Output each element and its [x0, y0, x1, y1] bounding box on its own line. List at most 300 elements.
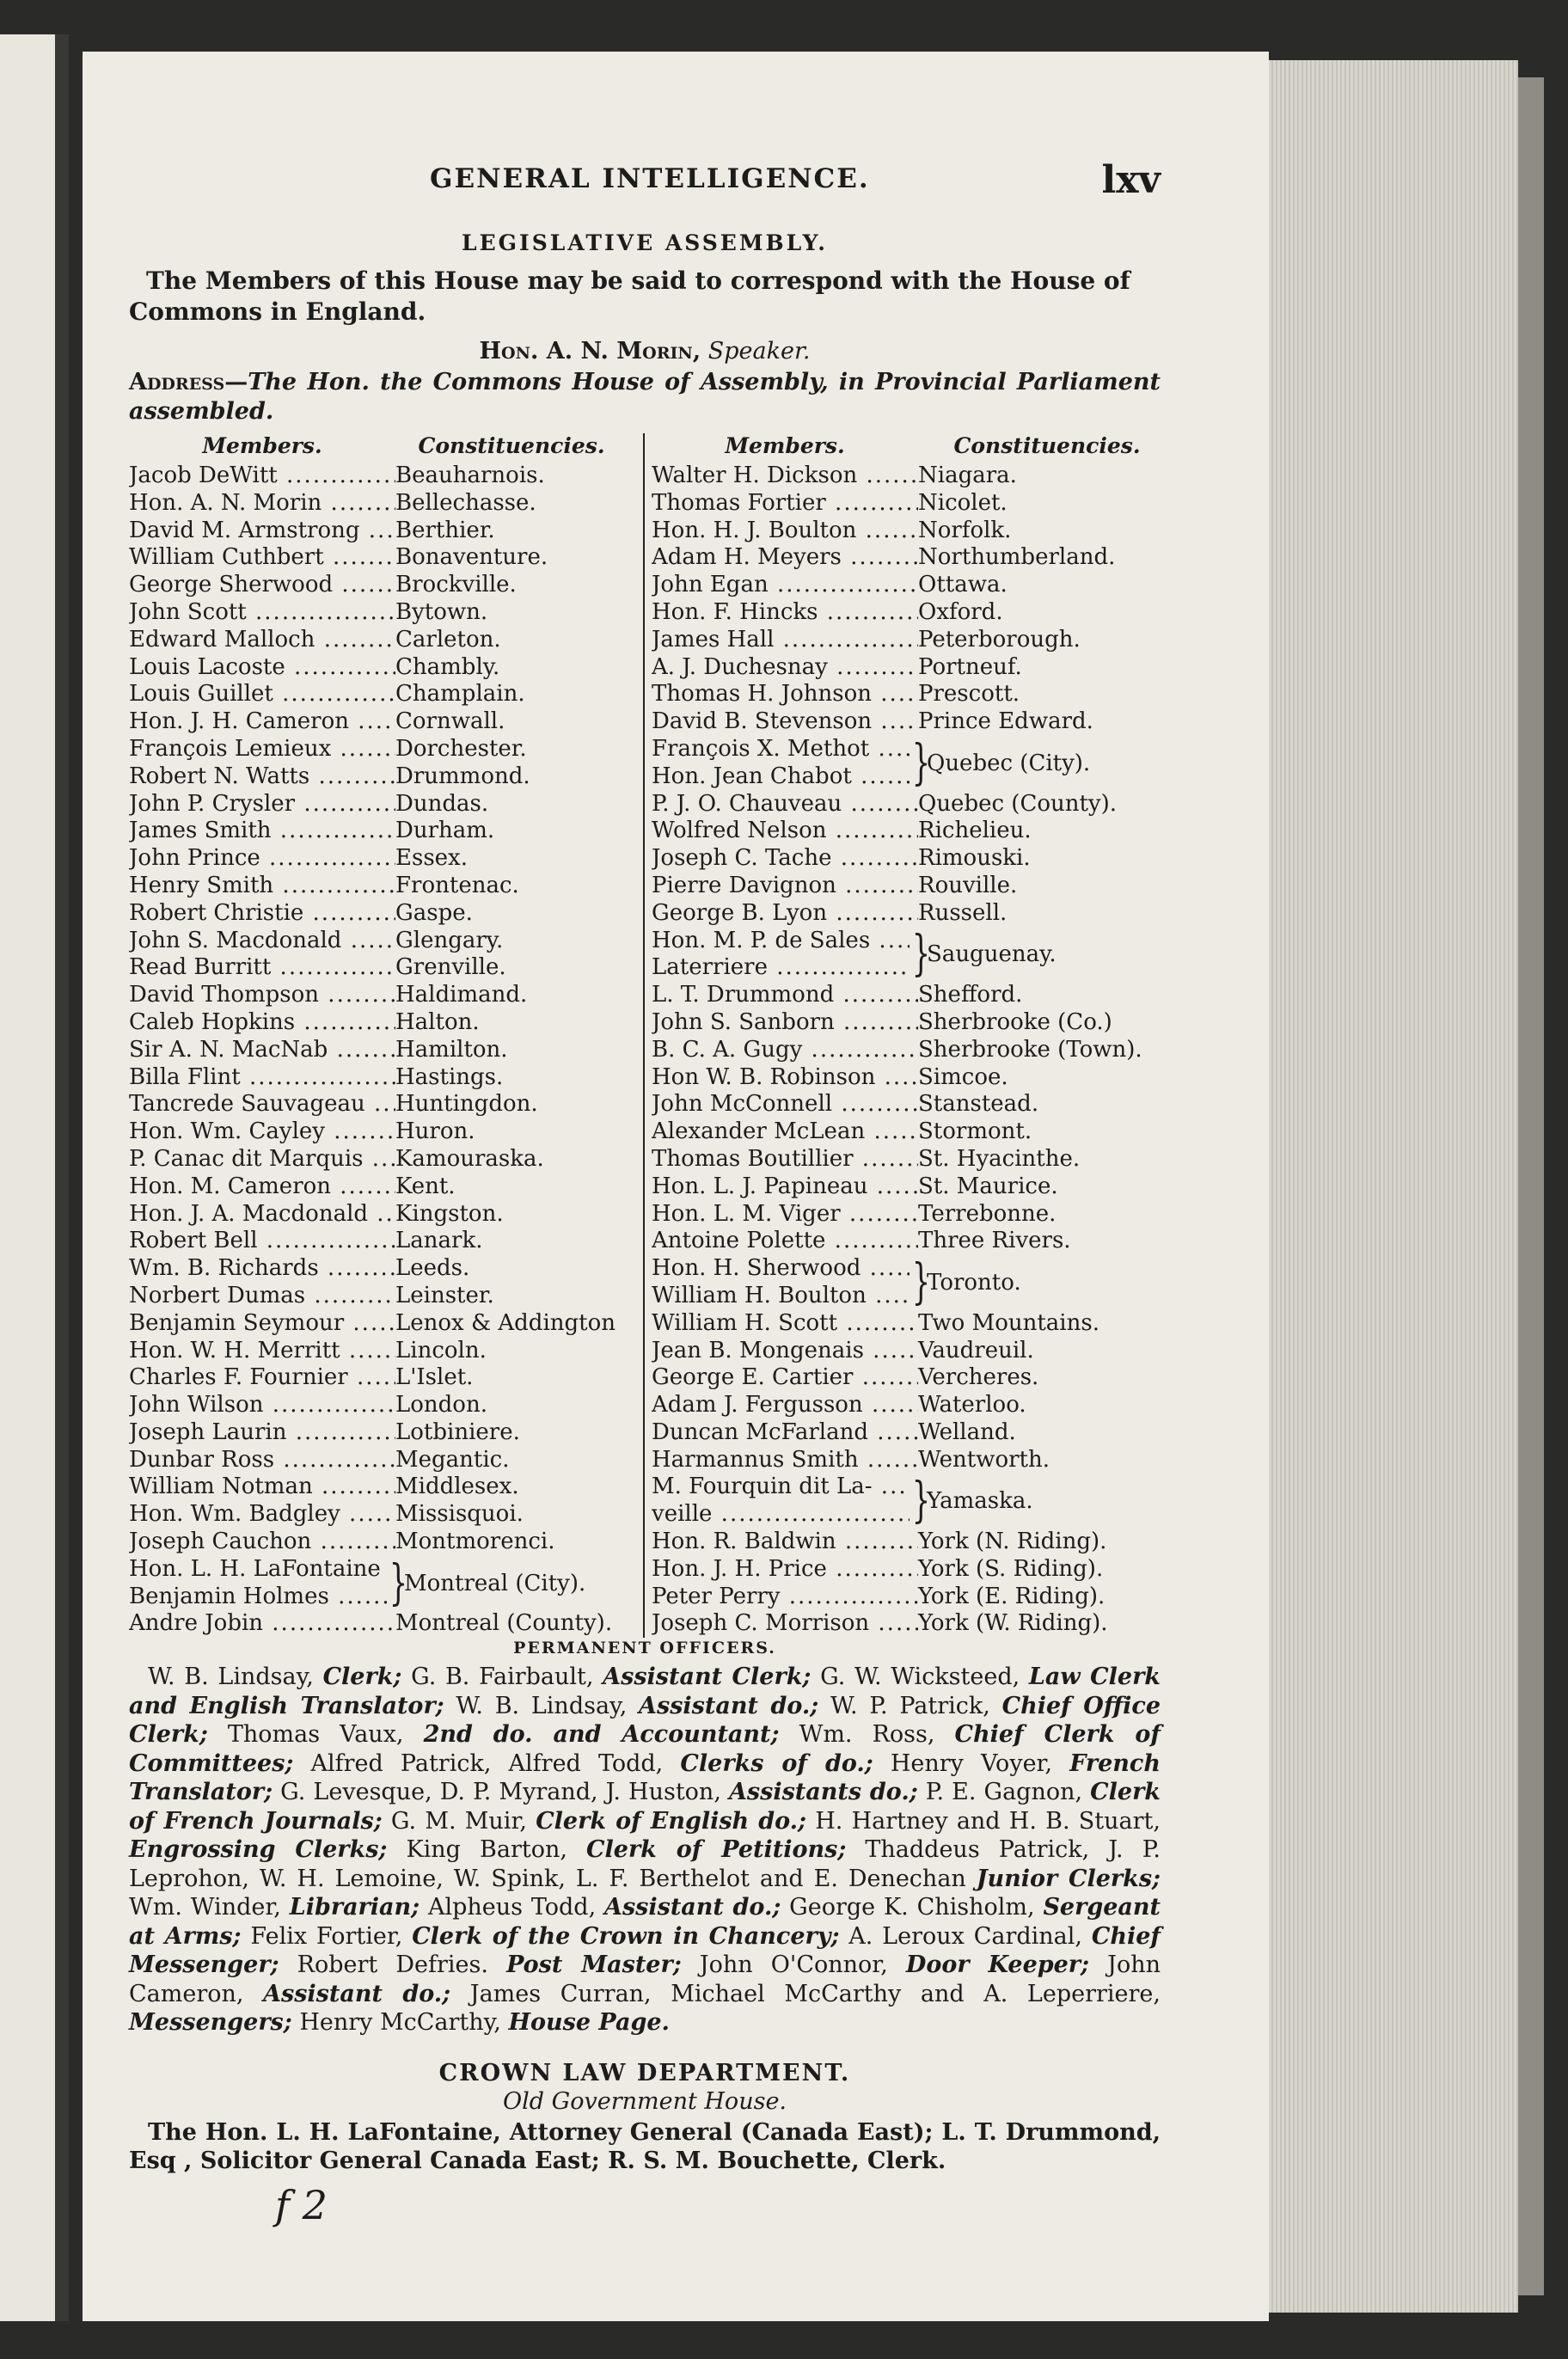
constituency-name: Missisquoi. — [395, 1501, 524, 1528]
table-row — [652, 599, 1176, 627]
member-name: Hon. Jean Chabot ..... — [652, 763, 910, 791]
table-row — [652, 1118, 1176, 1146]
officer-name: John O'Connor, — [681, 1952, 906, 1978]
constituency-name: Sherbrooke (Co.) — [918, 1008, 1112, 1035]
table-row — [129, 1310, 628, 1338]
member-name: Hon. A. N. Morin ..... — [129, 490, 395, 518]
office-title: Clerk of English do.; — [536, 1807, 806, 1835]
table-row — [129, 1091, 628, 1118]
member-name: William H. Boulton ..... — [652, 1283, 910, 1310]
officer-name: G. M. Muir, — [382, 1807, 536, 1835]
member-name: Duncan McFarland ..... — [652, 1419, 918, 1447]
officer-name: H. Hartney and H. B. Stuart, — [806, 1807, 1161, 1835]
officer-name: A. Leroux Cardinal, — [839, 1922, 1092, 1950]
table-row — [129, 1228, 628, 1255]
constituency-name: Kingston. — [395, 1200, 504, 1227]
table-row — [129, 763, 628, 791]
member-name: Louis Guillet ..... — [129, 681, 395, 708]
officer-name: Thaddeus Patrick, J. P. Leprohon, W. H. Lemoine, W. Spink, L. F. Berthelot and E. Denechan — [129, 1836, 1161, 1892]
office-title: Clerk of Petitions; — [586, 1836, 847, 1863]
table-row — [129, 490, 628, 518]
member-name: James Smith ..... — [129, 818, 395, 845]
page-content — [129, 158, 1161, 2228]
book-cover-edge — [1518, 77, 1544, 2295]
member-name: John Scott ..... — [129, 599, 395, 627]
table-row — [129, 708, 628, 736]
constituency-name: St. Hyacinthe. — [918, 1145, 1081, 1172]
member-name: Thomas H. Johnson ..... — [652, 681, 918, 708]
constituency-name: Glengary. — [395, 927, 504, 953]
table-row — [652, 1392, 1176, 1419]
constituency-name: Yamaska. — [927, 1488, 1033, 1515]
section-title: LEGISLATIVE ASSEMBLY. — [462, 230, 828, 255]
table-row — [652, 463, 1176, 490]
constituency-name: Leinster. — [395, 1282, 494, 1308]
brace: } — [389, 1554, 408, 1611]
table-row — [129, 791, 628, 818]
table-row — [129, 1338, 628, 1365]
member-name: David B. Stevenson ..... — [652, 708, 918, 736]
member-name: Hon. R. Baldwin ..... — [652, 1529, 918, 1556]
constituency-name: Oxford. — [918, 598, 1003, 625]
member-name: Robert Bell ..... — [129, 1228, 395, 1255]
office-title: Engrossing Clerks; — [129, 1836, 388, 1863]
member-name: Sir A. N. MacNab ..... — [129, 1037, 395, 1064]
member-name: François X. Methot ..... — [652, 736, 910, 763]
officer-name: George K. Chisholm, — [781, 1894, 1044, 1921]
member-name: David Thompson ..... — [129, 982, 395, 1009]
table-row — [652, 1364, 1176, 1392]
table-row — [129, 1037, 628, 1064]
constituency-name: Russell. — [918, 899, 1008, 926]
table-row — [129, 518, 628, 545]
table-row — [652, 572, 1176, 599]
table-row — [652, 845, 1176, 873]
constituency-name: Grenville. — [395, 954, 506, 981]
constituency-name: Waterloo. — [918, 1392, 1026, 1418]
constituency-name: Prince Edward. — [918, 708, 1093, 735]
member-name: Peter Perry ..... — [652, 1584, 918, 1611]
constituency-name: Hastings. — [395, 1063, 504, 1090]
constituency-name: Gaspe. — [395, 899, 473, 926]
table-row-group — [652, 1474, 1176, 1529]
member-name: Edward Malloch ..... — [129, 627, 395, 654]
member-name: Robert N. Watts ..... — [129, 763, 395, 791]
brace: } — [911, 926, 931, 983]
table-row — [652, 1338, 1176, 1365]
member-name: Jacob DeWitt ..... — [129, 463, 395, 490]
member-name: Laterriere ..... — [652, 954, 910, 982]
member-name: Hon. H. J. Boulton ..... — [652, 518, 918, 545]
department-subtitle: Old Government House. — [503, 2087, 787, 2115]
constituency-name: London. — [395, 1392, 487, 1418]
office-title: House Page. — [508, 2009, 670, 2036]
constituency-name: Dorchester. — [395, 735, 527, 762]
member-name: Benjamin Seymour ..... — [129, 1310, 395, 1338]
table-row — [129, 627, 628, 654]
constituency-name: Montmorenci. — [395, 1529, 555, 1555]
member-name: Hon. Wm. Cayley ..... — [129, 1118, 395, 1146]
constituency-name: Nicolet. — [918, 489, 1008, 516]
constituency-name: St. Maurice. — [918, 1173, 1058, 1199]
member-name: M. Fourquin dit La- ..... — [652, 1474, 910, 1501]
constituency-name: Sherbrooke (Town). — [918, 1036, 1142, 1063]
speaker-name: Hon. A. N. Morin, — [479, 338, 701, 365]
member-name: John McConnell ..... — [652, 1091, 918, 1118]
constituency-name: Lenox & Addington — [395, 1309, 616, 1336]
constituency-name: Montreal (County). — [395, 1610, 613, 1637]
department-title: CROWN LAW DEPARTMENT. — [438, 2059, 851, 2086]
member-name: Joseph Cauchon ..... — [129, 1529, 395, 1556]
member-name: Hon. M. P. de Sales ..... — [652, 928, 910, 955]
office-title: Chief Messenger; — [129, 1922, 1161, 1978]
constituency-name: York (S. Riding). — [918, 1555, 1104, 1582]
permanent-officers-text — [129, 1663, 1161, 2037]
officer-name: Robert Defries. — [279, 1952, 507, 1978]
member-name: John Wilson ..... — [129, 1392, 395, 1419]
table-row — [652, 982, 1176, 1009]
constituency-name: Sauguenay. — [927, 941, 1057, 968]
constituency-name: Cornwall. — [395, 708, 505, 735]
officer-name: Thomas Vaux, — [207, 1721, 424, 1748]
constituency-name: Three Rivers. — [918, 1228, 1071, 1254]
table-row — [652, 1501, 910, 1529]
table-row — [129, 1009, 628, 1037]
constituency-name: Dundas. — [395, 790, 489, 817]
member-name: William H. Scott ..... — [652, 1310, 918, 1338]
member-name: Hon. H. Sherwood ..... — [652, 1255, 910, 1283]
constituency-name: Bytown. — [395, 598, 488, 625]
constituency-name: Stormont. — [918, 1118, 1032, 1145]
table-row-group — [652, 736, 1176, 791]
member-name: Wm. B. Richards ..... — [129, 1255, 395, 1283]
officer-name: Henry McCarthy, — [291, 2009, 509, 2036]
constituencies-header: Constituencies. — [418, 433, 605, 458]
table-row — [652, 1529, 1176, 1556]
office-title: Assistant do.; — [639, 1692, 819, 1719]
constituency-name: York (W. Riding). — [918, 1610, 1108, 1637]
officer-name: James Curran, Michael McCarthy and A. Leperriere, — [450, 1980, 1161, 2007]
constituency-name: Rouville. — [918, 872, 1018, 898]
office-title: Clerk of French Journals; — [129, 1779, 1161, 1835]
constituency-name: Terrebonne. — [918, 1200, 1057, 1227]
constituency-name: Wentworth. — [918, 1446, 1050, 1473]
column-header — [652, 433, 1176, 463]
table-row — [129, 982, 628, 1009]
member-name: William Cuthbert ..... — [129, 544, 395, 572]
table-row — [652, 1146, 1176, 1173]
address-lead: Address— — [129, 369, 248, 395]
constituency-name: Beauharnois. — [395, 463, 545, 488]
brace: } — [911, 1253, 931, 1310]
officer-name: Felix Fortier, — [241, 1922, 413, 1950]
table-row-group — [652, 1255, 1176, 1310]
member-name: John Egan ..... — [652, 572, 918, 599]
constituency-name: L'Islet. — [395, 1364, 474, 1391]
constituency-name: Welland. — [918, 1418, 1016, 1445]
constituency-name: Halton. — [395, 1008, 480, 1035]
member-name: John S. Macdonald ..... — [129, 928, 395, 955]
member-name: Norbert Dumas ..... — [129, 1283, 395, 1310]
table-row — [129, 1364, 628, 1392]
table-row — [129, 1173, 628, 1201]
office-title: Door Keeper; — [905, 1952, 1089, 1978]
table-row — [129, 736, 628, 763]
member-name: James Hall ..... — [652, 627, 918, 654]
table-row — [652, 654, 1176, 682]
constituency-name: Hamilton. — [395, 1036, 508, 1063]
table-row — [129, 1146, 628, 1173]
member-name: Antoine Polette ..... — [652, 1228, 918, 1255]
table-row — [652, 1009, 1176, 1037]
constituency-name: Stanstead. — [918, 1091, 1039, 1118]
constituency-name: Shefford. — [918, 982, 1023, 1008]
table-row — [129, 1392, 628, 1419]
member-name: William Notman ..... — [129, 1474, 395, 1501]
office-title: Clerk of the Crown in Chancery; — [412, 1922, 840, 1950]
constituency-name: Lanark. — [395, 1228, 483, 1254]
constituency-name: Champlain. — [395, 681, 525, 708]
permanent-officers-title: PERMANENT OFFICERS. — [513, 1639, 776, 1657]
constituency-name: Lotbiniere. — [395, 1418, 520, 1445]
table-row-group — [129, 1556, 628, 1611]
member-name: Caleb Hopkins ..... — [129, 1009, 395, 1037]
constituency-name: Prescott. — [918, 681, 1020, 708]
constituency-name: Chambly. — [395, 653, 500, 680]
constituency-name: Essex. — [395, 845, 468, 872]
table-row — [129, 544, 628, 572]
member-name: B. C. A. Gugy ..... — [652, 1037, 918, 1064]
member-name: Adam J. Fergusson ..... — [652, 1392, 918, 1419]
office-title: French Translator; — [129, 1749, 1161, 1805]
constituency-name: York (N. Riding). — [918, 1529, 1107, 1555]
officer-name: G. B. Fairbault, — [401, 1664, 603, 1690]
constituency-name: Frontenac. — [395, 872, 519, 898]
signature-mark: f 2 — [275, 2181, 328, 2228]
member-name: Thomas Boutillier ..... — [652, 1146, 918, 1173]
office-title: Assistant do.; — [263, 1980, 451, 2007]
table-row — [129, 1255, 628, 1283]
officer-name: W. B. Lindsay, — [148, 1664, 323, 1690]
constituency-name: Northumberland. — [918, 544, 1116, 571]
constituency-name: Quebec (City). — [927, 750, 1091, 776]
officer-name: W. P. Patrick, — [818, 1692, 1002, 1719]
constituency-name: Huntingdon. — [395, 1091, 538, 1118]
office-title: Librarian; — [289, 1894, 420, 1921]
table-row — [652, 818, 1176, 845]
table-row-group — [652, 928, 1176, 983]
constituency-name: Haldimand. — [395, 982, 528, 1008]
member-name: Hon W. B. Robinson ..... — [652, 1064, 918, 1092]
member-name: Louis Lacoste ..... — [129, 654, 395, 682]
member-name: David M. Armstrong ..... — [129, 518, 395, 545]
member-name: Jean B. Mongenais ..... — [652, 1338, 918, 1365]
members-column-left — [129, 433, 628, 1638]
office-title: Chief Clerk of Committees; — [129, 1721, 1161, 1777]
constituency-name: Lincoln. — [395, 1337, 487, 1363]
constituency-name: York (E. Riding). — [918, 1583, 1106, 1609]
constituency-name: Kamouraska. — [395, 1145, 544, 1172]
table-row — [652, 1283, 910, 1310]
member-name: A. J. Duchesnay ..... — [652, 654, 918, 682]
officer-name: G. Levesque, D. P. Myrand, J. Huston, — [273, 1779, 729, 1805]
member-name: Wolfred Nelson ..... — [652, 818, 918, 845]
office-title: Sergeant at Arms; — [129, 1894, 1161, 1950]
constituency-name: Durham. — [395, 818, 495, 844]
constituency-name: Toronto. — [927, 1269, 1021, 1296]
member-name: George E. Cartier ..... — [652, 1364, 918, 1392]
table-row — [129, 681, 628, 708]
table-row — [652, 1447, 1176, 1474]
member-name: John S. Sanborn ..... — [652, 1009, 918, 1037]
constituency-name: Portneuf. — [918, 653, 1022, 680]
table-row — [652, 1228, 1176, 1255]
member-name: Joseph C. Morrison ..... — [652, 1610, 918, 1638]
members-column-right — [643, 433, 1176, 1638]
office-title: 2nd do. and Accountant; — [423, 1721, 780, 1748]
constituency-name: Drummond. — [395, 763, 530, 789]
member-name: Read Burritt ..... — [129, 954, 395, 982]
table-row — [129, 1201, 628, 1229]
table-row — [652, 518, 1176, 545]
member-name: Dunbar Ross ..... — [129, 1447, 395, 1474]
table-row — [129, 1447, 628, 1474]
running-title: GENERAL INTELLIGENCE. — [430, 163, 870, 194]
officer-name: John Cameron, — [129, 1952, 1161, 2007]
office-title: Clerk; — [322, 1664, 402, 1690]
office-title: Junior Clerks; — [976, 1865, 1161, 1892]
members-header: Members. — [202, 433, 322, 458]
table-row — [652, 1419, 1176, 1447]
member-name: John P. Crysler ..... — [129, 791, 395, 818]
intro-paragraph: The Members of this House may be said to correspond with the House of Commons in England. — [129, 267, 1130, 326]
member-name: George B. Lyon ..... — [652, 900, 918, 928]
member-name: Hon. L. J. Papineau ..... — [652, 1173, 918, 1201]
officer-name: P. E. Gagnon, — [917, 1779, 1091, 1805]
table-row — [652, 1037, 1176, 1064]
constituency-name: Richelieu. — [918, 818, 1032, 844]
constituency-name: Simcoe. — [918, 1063, 1008, 1090]
member-name: P. J. O. Chauveau ..... — [652, 791, 918, 818]
table-row — [652, 791, 1176, 818]
constituency-name: Bonaventure. — [395, 544, 548, 571]
table-row — [129, 1474, 628, 1501]
table-row — [129, 1529, 628, 1556]
member-name: John Prince ..... — [129, 845, 395, 873]
constituency-name: Kent. — [395, 1173, 456, 1199]
member-name: Andre Jobin ..... — [129, 1610, 395, 1638]
table-row — [652, 544, 1176, 572]
member-name: Alexander McLean ..... — [652, 1118, 918, 1146]
member-name: Benjamin Holmes ..... — [129, 1584, 387, 1611]
constituency-name: Norfolk. — [918, 517, 1012, 543]
officer-name: Henry Voyer, — [873, 1749, 1070, 1777]
table-row — [652, 763, 910, 791]
member-name: Hon. J. A. Macdonald ..... — [129, 1201, 395, 1229]
table-row — [652, 873, 1176, 900]
table-row — [129, 845, 628, 873]
table-row — [129, 1419, 628, 1447]
table-row — [129, 572, 628, 599]
brace: } — [911, 734, 931, 791]
table-row — [652, 627, 1176, 654]
member-name: Pierre Davignon ..... — [652, 873, 918, 900]
office-title: Assistant do.; — [604, 1894, 781, 1921]
constituency-name: Leeds. — [395, 1255, 470, 1282]
member-name: François Lemieux ..... — [129, 736, 395, 763]
table-row — [652, 1255, 910, 1283]
member-name: Hon. J. H. Cameron ..... — [129, 708, 395, 736]
constituency-name: Middlesex. — [395, 1474, 519, 1500]
column-header — [129, 433, 628, 463]
table-row — [129, 1064, 628, 1092]
department-text: The Hon. L. H. LaFontaine, Attorney General (Canada East); L. T. Drummond, Esq , Solicitor General Canada East; R. S. M. Bouchette, Clerk. — [129, 2118, 1161, 2174]
table-row — [129, 900, 628, 928]
constituency-name: Carleton. — [395, 626, 501, 653]
table-row — [129, 1118, 628, 1146]
constituency-name: Niagara. — [918, 463, 1017, 488]
table-row — [129, 654, 628, 682]
constituency-name: Vaudreuil. — [918, 1337, 1034, 1363]
book-gutter — [55, 34, 69, 2321]
table-row — [652, 708, 1176, 736]
table-row — [129, 928, 628, 955]
table-row — [652, 736, 910, 763]
table-row — [652, 954, 910, 982]
officer-name: G. W. Wicksteed, — [811, 1664, 1029, 1690]
member-name: Tancrede Sauvageau ..... — [129, 1091, 395, 1118]
member-name: Hon. L. M. Viger ..... — [652, 1201, 918, 1229]
table-row — [129, 954, 628, 982]
table-row — [129, 1584, 387, 1611]
office-title: Post Master; — [506, 1952, 682, 1978]
table-row — [652, 1064, 1176, 1092]
office-title: Chief Office Clerk; — [129, 1692, 1161, 1748]
table-row — [652, 1610, 1176, 1638]
table-row — [129, 1501, 628, 1529]
constituency-name: Ottawa. — [918, 572, 1008, 598]
member-name: Hon. F. Hincks ..... — [652, 599, 918, 627]
table-row — [129, 1610, 628, 1638]
office-title: Assistant Clerk; — [603, 1664, 812, 1690]
table-row — [652, 490, 1176, 518]
office-title: Messengers; — [129, 2009, 292, 2036]
constituencies-header: Constituencies. — [953, 433, 1141, 458]
member-name: Billa Flint ..... — [129, 1064, 395, 1092]
table-row — [129, 873, 628, 900]
constituency-name: Megantic. — [395, 1446, 510, 1473]
constituency-name: Bellechasse. — [395, 489, 536, 516]
member-name: Walter H. Dickson ..... — [652, 463, 918, 490]
speaker-role: Speaker. — [707, 338, 811, 365]
table-row — [652, 1201, 1176, 1229]
member-name: Hon. Wm. Badgley ..... — [129, 1501, 395, 1529]
member-name: Adam H. Meyers ..... — [652, 544, 918, 572]
member-name: Thomas Fortier ..... — [652, 490, 918, 518]
constituency-name: Berthier. — [395, 517, 495, 543]
page-number: lxv — [1101, 158, 1161, 202]
table-row — [652, 928, 910, 955]
constituency-name: Vercheres. — [918, 1364, 1039, 1391]
member-name: L. T. Drummond ..... — [652, 982, 918, 1009]
members-header: Members. — [725, 433, 845, 458]
table-row — [652, 1474, 910, 1501]
officer-name: Wm. Ross, — [779, 1721, 955, 1748]
constituency-name: Rimouski. — [918, 845, 1031, 872]
constituency-name: Montreal (City). — [404, 1570, 586, 1596]
member-name: Joseph Laurin ..... — [129, 1419, 395, 1447]
speaker-line — [129, 338, 1161, 365]
